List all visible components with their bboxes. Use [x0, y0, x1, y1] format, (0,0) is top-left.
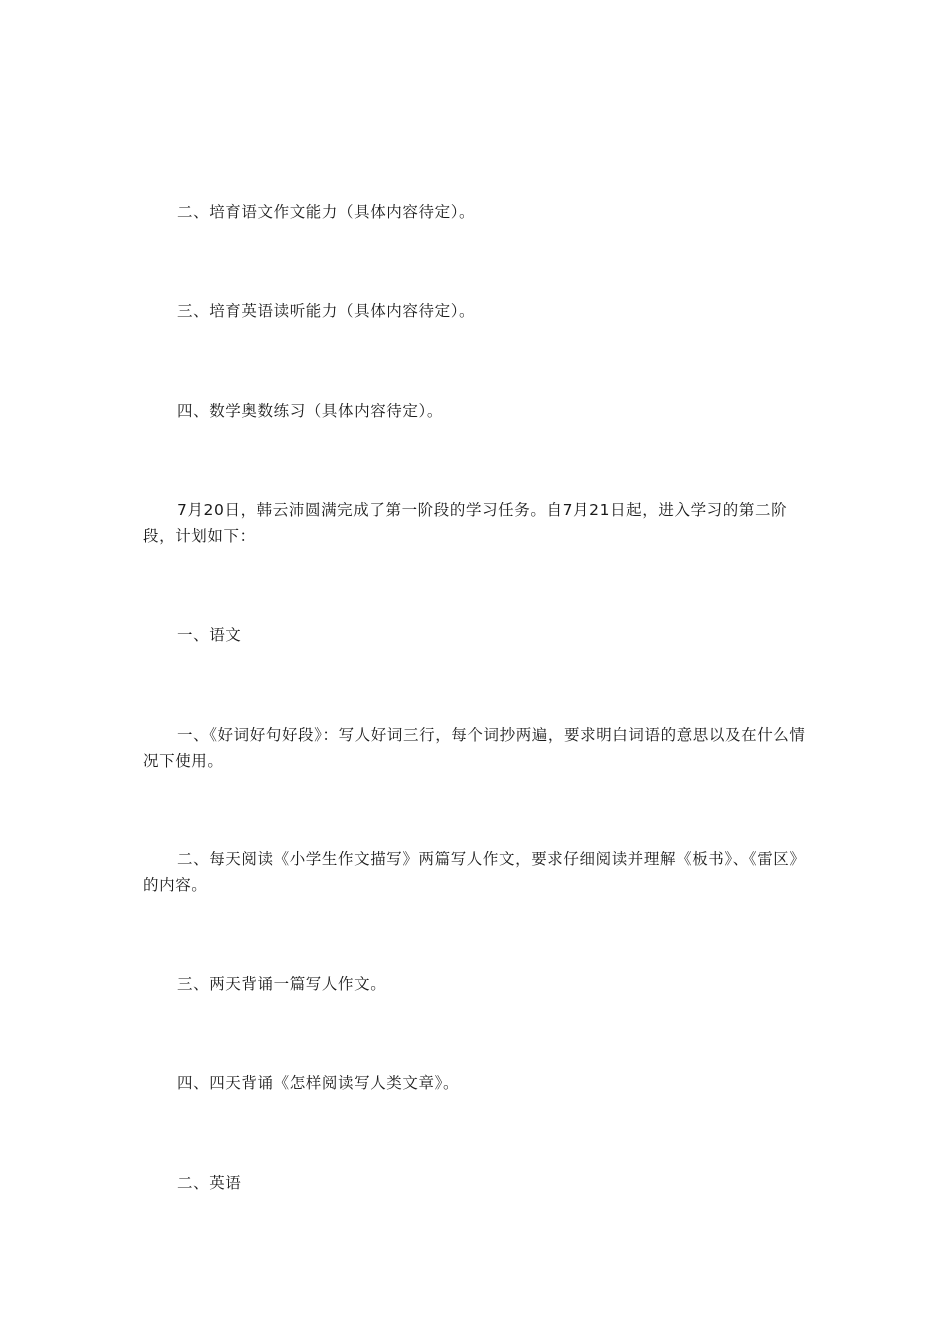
paragraph-stage-intro: 7月20日，韩云沛圆满完成了第一阶段的学习任务。自7月21日起，进入学习的第二阶段，计划如下：	[143, 501, 788, 545]
paragraph-recite-essay: 三、两天背诵一篇写人作文。	[177, 975, 387, 993]
paragraph-daily-reading: 二、每天阅读《小学生作文描写》两篇写人作文，要求仔细阅读并理解《板书》、《雷区》的内容。	[143, 850, 806, 894]
paragraph-chinese-writing: 二、培育语文作文能力（具体内容待定）。	[177, 203, 476, 221]
paragraph-english-listening: 三、培育英语读听能力（具体内容待定）。	[177, 302, 476, 320]
paragraph-good-words: 一、《好词好句好段》：写人好词三行，每个词抄两遍，要求明白词语的意思以及在什么情况下使用。	[143, 726, 806, 770]
paragraph-math-olympiad: 四、数学奥数练习（具体内容待定）。	[177, 402, 443, 420]
section-heading-english: 二、英语	[177, 1174, 242, 1192]
section-heading-chinese: 一、语文	[177, 626, 242, 644]
paragraph-recite-book: 四、四天背诵《怎样阅读写人类文章》。	[177, 1074, 460, 1092]
